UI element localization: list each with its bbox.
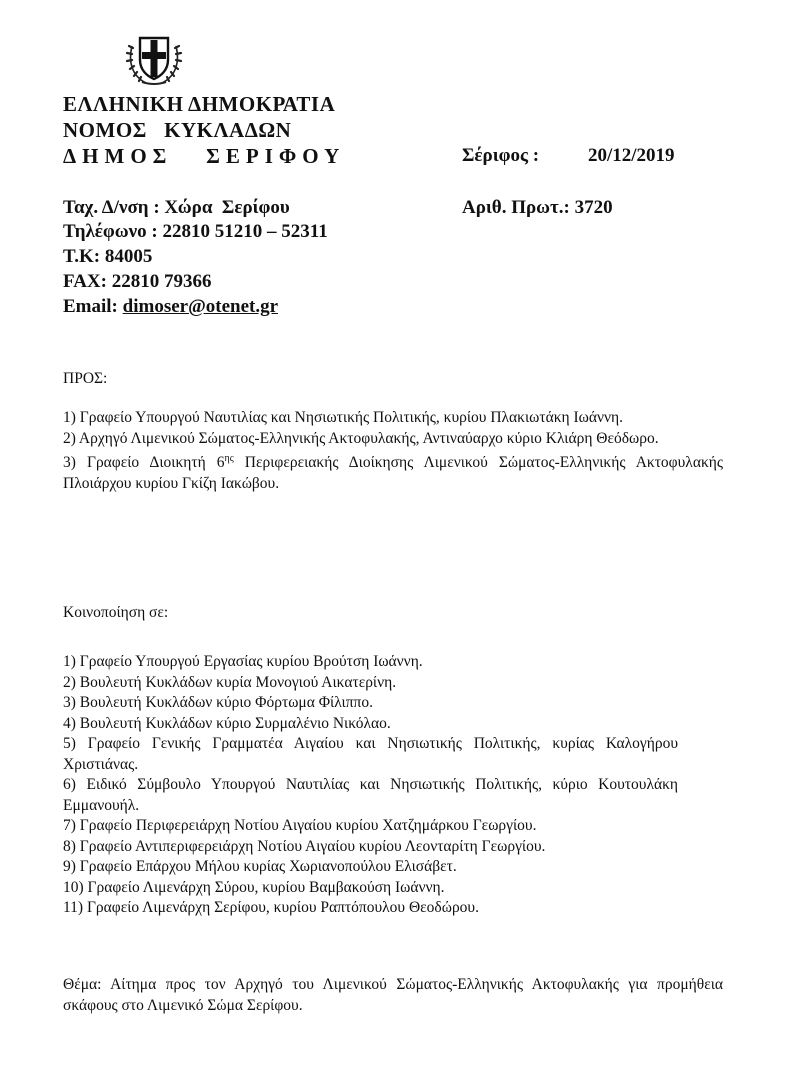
recipient-item [63,449,723,494]
cc-item: 11) Γραφείο Λιμενάρχη Σερίφου, κυρίου Ραπτόπουλου Θεοδώρου. [63,899,479,916]
cc-item: 4) Βουλευτή Κυκλάδων κύριο Συρμαλένιο Νικόλαο. [63,714,391,732]
postal-code-line: Τ.Κ: 84005 [63,246,153,267]
header-prefecture: ΝΟΜΟΣ ΚΥΚΛΑΔΩΝ [63,118,292,142]
cc-item: 5) Γραφείο Γενικής Γραμματέα Αιγαίου και Νησιωτικής Πολιτικής, κυρίας Καλογήρου Χριστιάνας. [63,735,678,773]
cc-item: 8) Γραφείο Αντιπεριφερειάρχη Νοτίου Αιγαίου κυρίου Λεονταρίτη Γεωργίου. [63,837,546,855]
protocol-line [462,197,613,219]
protocol-label: Αριθ. Πρωτ.: [462,197,570,218]
recipient-item: 2) Αρχηγό Λιμενικού Σώματος-Ελληνικής Ακτοφυλακής, Αντιναύαρχο κύριο Κλιάρη Θεόδωρο. [63,429,659,447]
cc-item: 7) Γραφείο Περιφερειάρχη Νοτίου Αιγαίου κυρίου Χατζημάρκου Γεωργίου. [63,817,537,834]
email-label: Email: [63,296,118,317]
greek-coat-of-arms-icon [124,28,184,88]
cc-item: 10) Γραφείο Λιμενάρχη Σύρου, κυρίου Βαμβακούση Ιωάννη. [63,878,445,896]
cc-item: 1) Γραφείο Υπουργού Εργασίας κυρίου Βρούτση Ιωάννη. [63,653,423,670]
recipient-item-3-start: 3) Γραφείο Διοικητή 6 [63,454,225,472]
recipient-item-3-sup: ης [224,453,234,464]
email-link[interactable]: dimoser@otenet.gr [122,296,279,317]
phone-line: Τηλέφωνο : 22810 51210 – 52311 [63,221,328,242]
address-line: Ταχ. Δ/νση : Χώρα Σερίφου [63,197,290,218]
recipient-item-3-end: Περιφερειακής Διοίκησης Λιμενικού Σώματος-Ελληνικής Ακτοφυλακής Πλοιάρχου κυρίου Γκίζη Ιακώβου. [63,454,723,492]
subject: Θέμα: Αίτημα προς τον Αρχηγό του Λιμενικού Σώματος-Ελληνικής Ακτοφυλακής για προμήθεια σκάφους στο Λιμενικό Σώμα Σερίφου. [63,976,723,1014]
cc-item: 3) Βουλευτή Κυκλάδων κύριο Φόρτωμα Φίλιππο. [63,694,373,711]
cc-heading: Κοινοποίηση σε: [63,604,169,621]
protocol-number: 3720 [574,197,613,218]
recipient-item: 1) Γραφείο Υπουργού Ναυτιλίας και Νησιωτικής Πολιτικής, κυρίου Πλακιωτάκη Ιωάννη. [63,409,623,426]
cc-item: 2) Βουλευτή Κυκλάδων κυρία Μονογιού Αικατερίνη. [63,673,397,691]
fax-line: FAX: 22810 79366 [63,271,212,292]
header-municipality: ΔΗΜΟΣ ΣΕΡΙΦΟΥ [63,144,346,168]
document-date: 20/12/2019 [588,145,675,166]
header-country: ΕΛΛΗΝΙΚΗ ΔΗΜΟΚΡΑΤΙΑ [63,92,336,116]
place-label: Σέριφος : [462,145,540,166]
cc-list [63,652,678,919]
recipients-list [63,408,723,494]
email-line [63,296,278,318]
cc-item: 9) Γραφείο Επάρχου Μήλου κυρίας Χωριανοπούλου Ελισάβετ. [63,858,457,875]
cc-item: 6) Ειδικό Σύμβουλο Υπουργού Ναυτιλίας και Νησιωτικής Πολιτικής, κύριο Κουτουλάκη Εμμανουήλ. [63,776,678,814]
recipients-heading: ΠΡΟΣ: [63,370,108,387]
